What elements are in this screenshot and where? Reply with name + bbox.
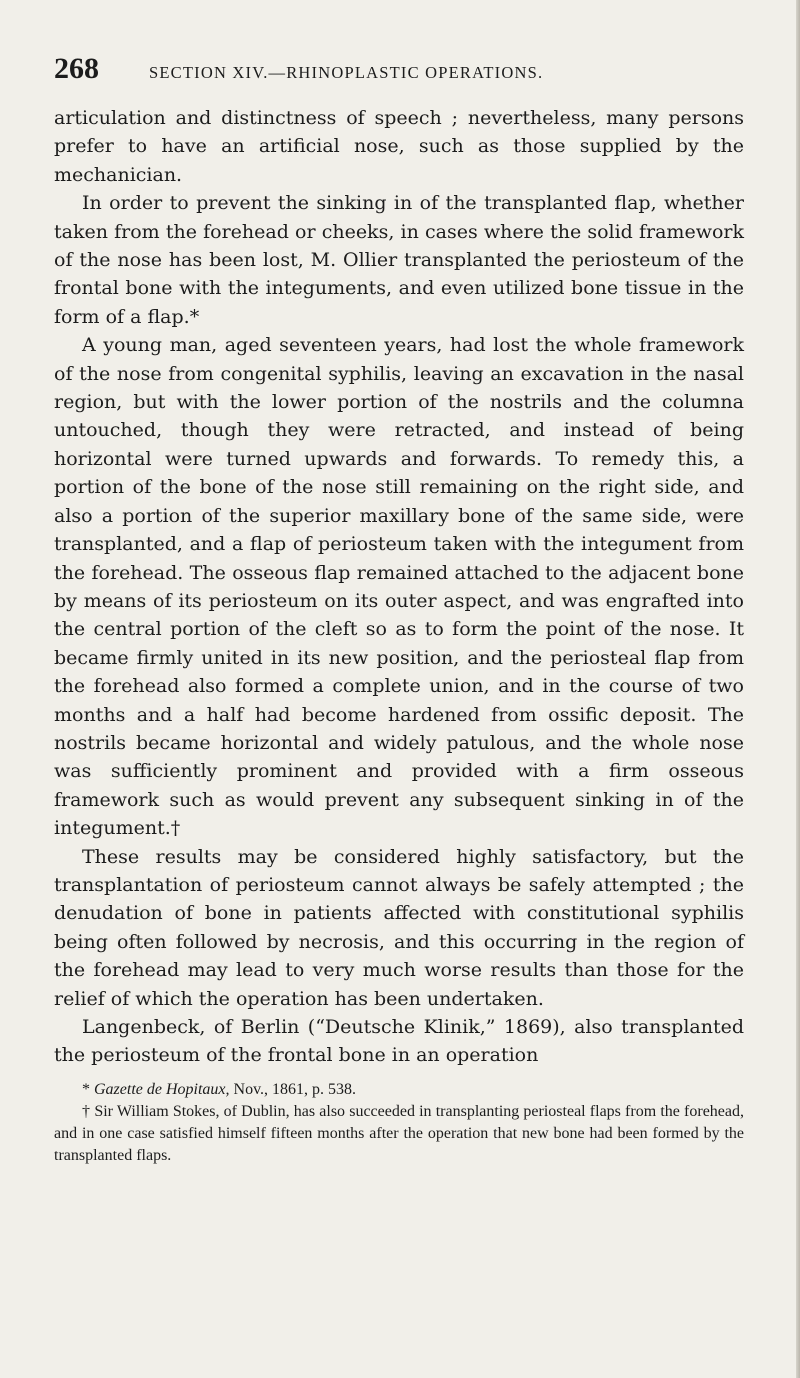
page-edge [796, 0, 800, 1378]
footnote: † Sir William Stokes, of Dublin, has also succeeded in transplanting periosteal flaps from the forehead, and in one case satisfied himself fifteen months after the operation that new bone had been formed by the transplanted flaps. [54, 1102, 744, 1164]
paragraph: Langenbeck, of Berlin (“Deutsche Klinik,” 1869), also transplanted the periosteum of the frontal bone in an operation [54, 1016, 744, 1067]
paragraph: These results may be considered highly satisfactory, but the transplantation of periosteum cannot always be safely attempted ; the denudation of bone in patients affected with constitutional syphilis being often followed by necrosis, and this occurring in the region of the forehead may lead to very much worse results than those for the relief of which the operation has been undertaken. [54, 845, 744, 1010]
body-text [54, 104, 744, 1070]
footnotes [54, 1079, 744, 1167]
paragraph: A young man, aged seventeen years, had lost the whole framework of the nose from congenital syphilis, leaving an excavation in the nasal region, but with the lower portion of the nostrils and the columna untouched, though they were retracted, and instead of being horizontal were turned upwards and forwards. To remedy this, a portion of the bone of the nose still remaining on the right side, and also a portion of the superior maxillary bone of the same side, were transplanted, and a flap of periosteum taken with the integument from the forehead. The osseous flap remained attached to the adjacent bone by means of its periosteum on its outer aspect, and was engrafted into the central portion of the cleft so as to form the point of the nose. It became firmly united in its new position, and the periosteal flap from the forehead also formed a complete union, and in the course of two months and a half had become hardened from ossific deposit. The nostrils became horizontal and widely patulous, and the whole nose was sufficiently prominent and provided with a firm osseous framework such as would prevent any subsequent sinking in of the integument.† [54, 334, 744, 840]
paragraph: articulation and distinctness of speech ; nevertheless, many persons prefer to have an artificial nose, such as those supplied by the mechanician. [54, 107, 744, 186]
page-number: 268 [54, 52, 99, 85]
page-header [54, 52, 744, 92]
footnote-source: Gazette de Hopitaux, [94, 1080, 230, 1098]
running-title: SECTION XIV.—RHINOPLASTIC OPERATIONS. [149, 63, 544, 82]
book-page [54, 52, 744, 1167]
paragraph: In order to prevent the sinking in of the transplanted flap, whether taken from the forehead or cheeks, in cases where the solid framework of the nose has been lost, M. Ollier transplanted the periosteum of the frontal bone with the integuments, and even utilized bone tissue in the form of a flap.* [54, 192, 744, 328]
footnote-citation: Nov., 1861, p. 538. [233, 1080, 357, 1098]
footnote-mark: * [82, 1080, 90, 1098]
footnote [54, 1079, 744, 1101]
